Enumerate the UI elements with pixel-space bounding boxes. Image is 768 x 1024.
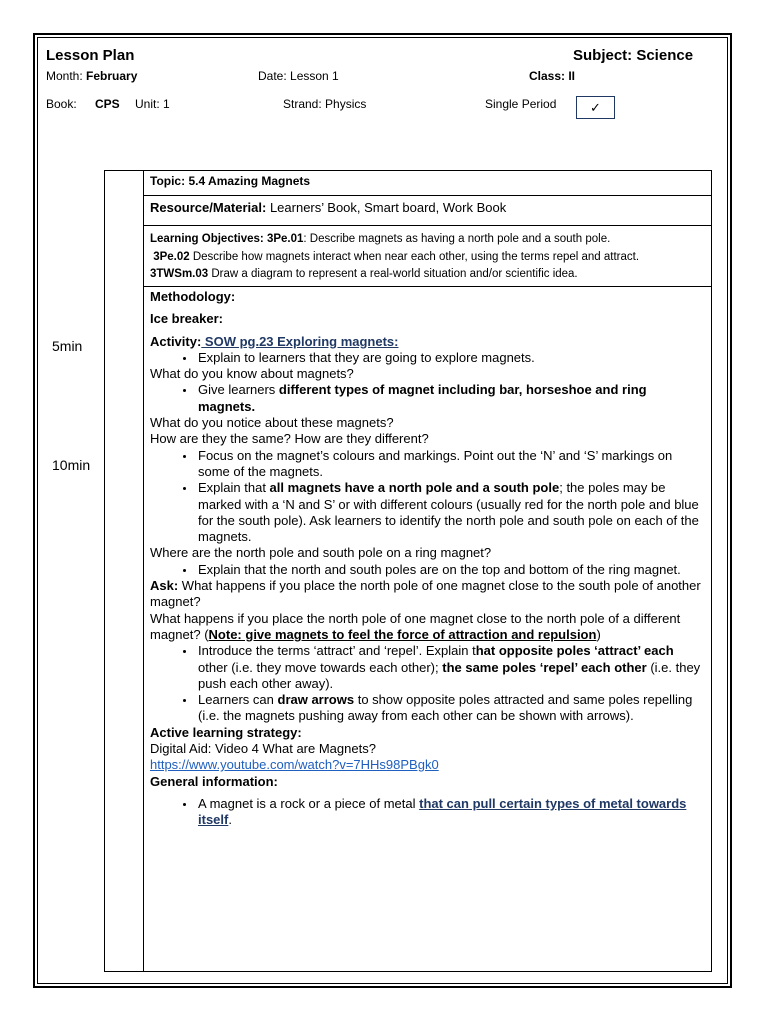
note-text: Note: give magnets to feel the force of attraction and repulsion: [208, 626, 597, 642]
list-text: to show opposite poles attracted and same poles repelling (i.e. the magnets pushing away from each other can be shown with arrows).: [198, 692, 693, 724]
objective-text: Describe how magnets interact when near each other, using the terms repel and attract.: [189, 250, 640, 263]
list-emphasis: hat opposite poles ‘attract’ each: [475, 643, 674, 659]
month-label: Month:: [46, 69, 87, 83]
list-text: (i.e. they push each other away).: [198, 659, 701, 691]
time-10min: 10min: [52, 457, 91, 473]
question-text: What do you notice about these magnets?: [150, 415, 394, 431]
unit-field: Unit: 1: [135, 97, 170, 111]
objective-code: 3TWSm.03: [150, 268, 209, 280]
ask-text: [150, 578, 705, 611]
time-5min: 5min: [52, 338, 83, 354]
bullet-list: [150, 643, 705, 724]
activity-label: Activity:: [150, 333, 202, 349]
active-learning-heading: Active learning strategy:: [150, 724, 302, 740]
lesson-plan-title: Lesson Plan: [46, 47, 135, 64]
list-emphasis: that can pull certain types of metal towards itself: [198, 795, 687, 828]
list-item: [196, 796, 705, 829]
ask-label: Ask:: [150, 578, 179, 594]
bullet-list: [150, 382, 705, 415]
list-text: A magnet is a rock or a piece of metal: [198, 795, 420, 811]
objective-text: Draw a diagram to represent a real-world situation and/or scientific idea.: [208, 268, 578, 280]
list-item: [196, 480, 705, 545]
ask-question: What happens if you place the north pole of one magnet close to the south pole of another magnet?: [150, 578, 701, 610]
period-field: Single Period: [485, 97, 557, 111]
objective-text: : Describe magnets as having a north pole and a south pole.: [303, 233, 611, 245]
digital-aid-text: Digital Aid: Video 4 What are Magnets?: [150, 741, 376, 757]
activity-link[interactable]: SOW pg.23 Exploring magnets:: [201, 333, 399, 349]
topic-label: Topic:: [150, 174, 186, 188]
list-emphasis: all magnets have a north pole and a south pole: [269, 480, 560, 496]
month-value: February: [86, 69, 138, 83]
list-text: other (i.e. they move towards each other);: [198, 659, 443, 675]
row-divider: [143, 225, 712, 226]
question-text: What do you know about magnets?: [150, 366, 354, 382]
video-link[interactable]: https://www.youtube.com/watch?v=7HHs98PBgk0: [150, 757, 439, 773]
book-value: CPS: [95, 97, 120, 111]
bullet-list: [150, 350, 705, 366]
row-divider: [143, 286, 712, 287]
list-text: Give learners: [198, 382, 279, 398]
objectives-label: Learning Objectives:: [150, 233, 264, 245]
list-item: • Explain to learners that they are going to explore magnets.: [196, 350, 705, 366]
table-column-divider: [143, 170, 144, 972]
resource-label: Resource/Material:: [150, 200, 267, 215]
list-emphasis: draw arrows: [277, 692, 355, 708]
list-emphasis: the same poles ‘repel’ each other: [442, 659, 647, 675]
strand-field: Strand: Physics: [283, 97, 367, 111]
month-field: [46, 69, 137, 83]
check-icon: ✓: [590, 100, 601, 115]
list-item: [196, 382, 705, 415]
list-text: ; the poles may be marked with a ‘N and S’ or with different colours (usually red for the north pole and blue for the south pole). Ask learners to identify the north pole and south pole on each of the magnets.: [198, 480, 699, 545]
class-field: Class: II: [529, 69, 576, 83]
subject-label: Subject: Science: [573, 47, 694, 64]
list-item: • Explain that the north and south poles are on the top and bottom of the ring magnet.: [196, 562, 705, 578]
bullet-list: [150, 448, 705, 546]
objective-code: 3Pe.02: [153, 250, 190, 263]
list-text: Explain that: [198, 480, 270, 496]
question-text: [150, 611, 705, 644]
list-text: Introduce the terms ‘attract’ and ‘repel’. Explain t: [198, 643, 476, 659]
icebreaker-heading: Ice breaker:: [150, 311, 223, 327]
methodology-section: [150, 289, 705, 829]
period-checkbox[interactable]: [576, 96, 615, 119]
list-text: Learners can: [198, 692, 278, 708]
list-item: • Focus on the magnet’s colours and markings. Point out the ‘N’ and ‘S’ markings on some of the magnets.: [196, 448, 705, 481]
resource-row: [150, 200, 506, 215]
question-text: Where are the north pole and south pole on a ring magnet?: [150, 545, 492, 561]
topic-value: 5.4 Amazing Magnets: [188, 174, 311, 188]
question-post: ): [596, 626, 601, 642]
resource-value: Learners’ Book, Smart board, Work Book: [269, 200, 507, 215]
general-info-heading: General information:: [150, 773, 278, 789]
question-text: How are they the same? How are they different?: [150, 431, 429, 447]
bullet-list: [150, 796, 705, 829]
list-item: [196, 692, 705, 725]
list-text: .: [228, 812, 232, 828]
date-field: Date: Lesson 1: [258, 69, 339, 83]
topic-row: [150, 174, 310, 189]
objective-code: 3Pe.01: [266, 233, 304, 245]
book-label: Book:: [46, 97, 77, 111]
question-pre: What happens if you place the north pole of one magnet close to the north pole of a different magnet? (: [150, 610, 681, 642]
bullet-list: [150, 562, 705, 578]
list-item: [196, 643, 705, 692]
objectives-row: [150, 231, 710, 284]
row-divider: [143, 195, 712, 196]
methodology-heading: Methodology:: [150, 289, 236, 304]
list-emphasis: different types of magnet including bar, horseshoe and ring magnets.: [198, 382, 647, 414]
